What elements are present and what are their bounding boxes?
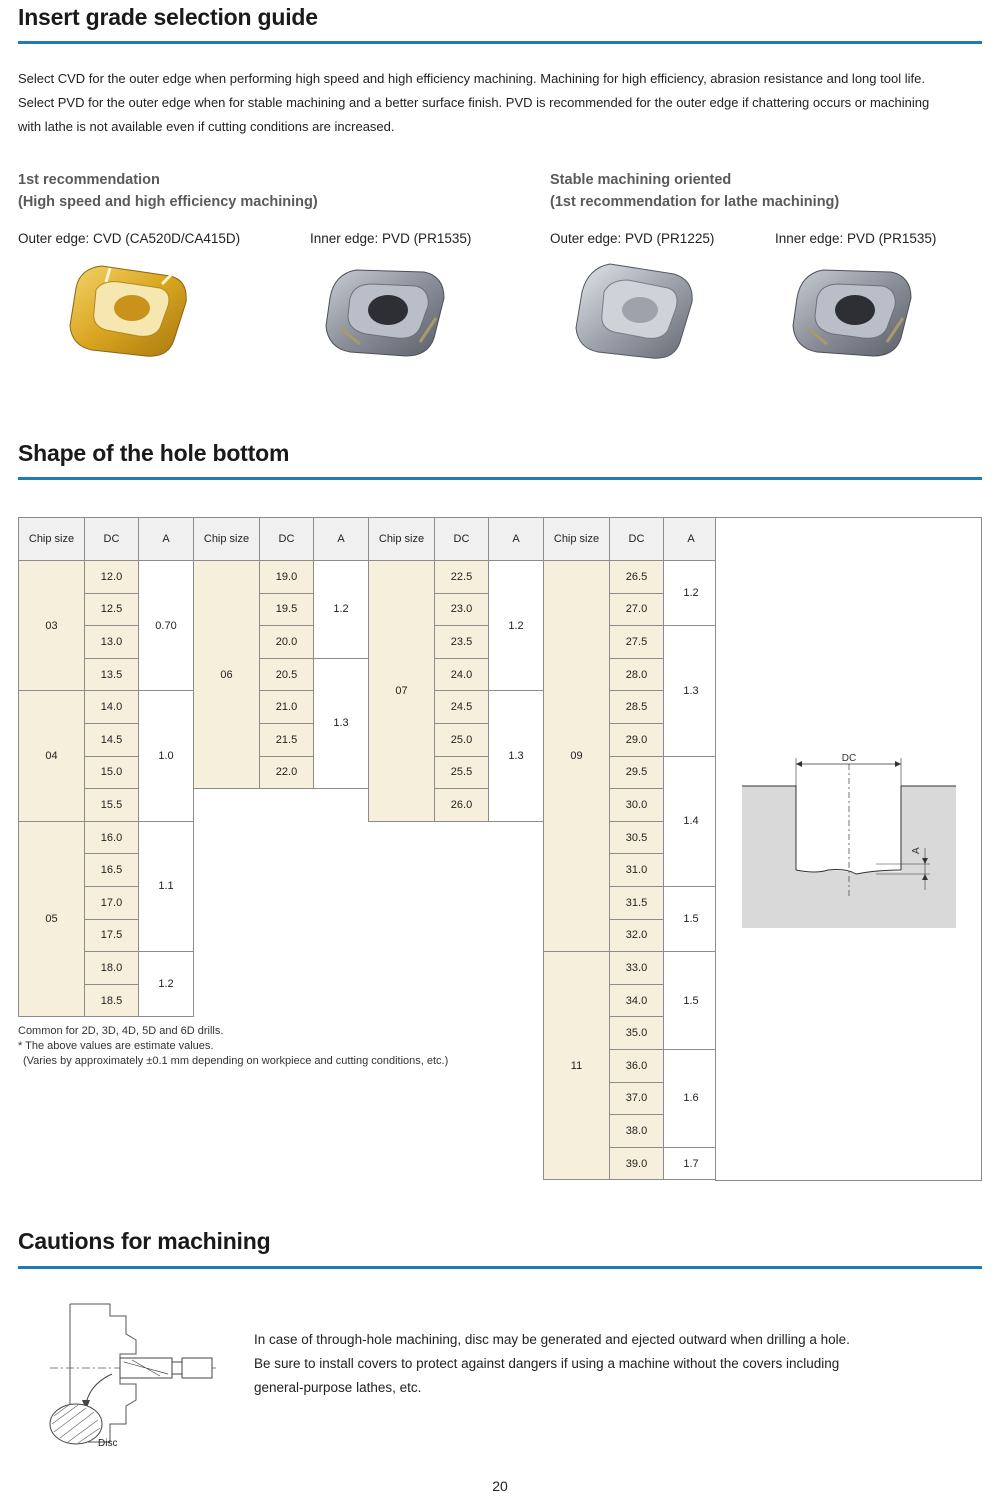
dc-cell: 13.0	[84, 625, 139, 659]
dc-cell: 12.5	[84, 593, 139, 627]
insert3-label: Outer edge: PVD (PR1225)	[550, 231, 715, 246]
dc-cell: 29.0	[609, 723, 664, 757]
caution-line-2: Be sure to install covers to protect against dangers if using a machine without the covers including	[254, 1356, 840, 1371]
pvd-inner-insert-image-2	[787, 258, 917, 362]
a-value-cell: 1.3	[663, 625, 719, 756]
dc-cell: 31.0	[609, 853, 664, 887]
dc-cell: 18.5	[84, 984, 139, 1018]
diagram-a-label: A	[911, 847, 922, 854]
dc-cell: 29.5	[609, 756, 664, 790]
intro-line-3: with lathe is not available even if cutting conditions are increased.	[18, 119, 395, 134]
a-value-cell: 1.5	[663, 886, 719, 952]
a-value-cell: 1.2	[138, 951, 194, 1017]
table-notes	[18, 1024, 448, 1069]
disc-ejection-diagram	[40, 1300, 230, 1452]
chip-size-cell: 07	[368, 560, 435, 822]
dc-cell: 21.5	[259, 723, 314, 757]
dc-cell: 35.0	[609, 1016, 664, 1050]
dc-cell: 14.0	[84, 690, 139, 724]
dc-cell: 28.5	[609, 690, 664, 724]
dc-cell: 24.0	[434, 658, 489, 692]
pvd-inner-insert-image	[320, 258, 450, 362]
insert4-label: Inner edge: PVD (PR1535)	[775, 231, 937, 246]
chip-size-cell: 09	[543, 560, 610, 952]
header-chip-size: Chip size	[18, 517, 85, 561]
a-value-cell: 1.3	[488, 690, 544, 821]
a-value-cell: 1.7	[663, 1147, 719, 1181]
dc-cell: 21.0	[259, 690, 314, 724]
pvd-outer-insert-image	[570, 258, 700, 366]
section-title-hole-bottom: Shape of the hole bottom	[18, 440, 290, 466]
dc-cell: 20.5	[259, 658, 314, 692]
group2-subheading: (1st recommendation for lathe machining)	[550, 194, 840, 210]
dc-cell: 25.0	[434, 723, 489, 757]
dc-cell: 27.5	[609, 625, 664, 659]
diagram-dc-label: DC	[841, 753, 857, 764]
section-rule	[18, 477, 982, 480]
group1-heading: 1st recommendation	[18, 172, 160, 188]
group1-subheading: (High speed and high efficiency machining)	[18, 194, 318, 210]
dc-cell: 30.5	[609, 821, 664, 855]
dc-cell: 30.0	[609, 788, 664, 822]
header-chip-size: Chip size	[193, 517, 260, 561]
dc-cell: 31.5	[609, 886, 664, 920]
intro-line-1: Select CVD for the outer edge when performing high speed and high efficiency machining. Machining for high efficiency, abrasion resistance and long tool life.	[18, 71, 925, 86]
header-dc: DC	[609, 517, 664, 561]
group2-heading: Stable machining oriented	[550, 172, 732, 188]
section-rule	[18, 41, 982, 44]
a-value-cell: 0.70	[138, 560, 194, 691]
disc-label: Disc	[98, 1438, 118, 1449]
a-value-cell: 1.6	[663, 1049, 719, 1148]
note-estimate-values: * The above values are estimate values.	[18, 1040, 214, 1052]
insert1-label: Outer edge: CVD (CA520D/CA415D)	[18, 231, 241, 246]
dc-cell: 19.0	[259, 560, 314, 594]
header-dc: DC	[434, 517, 489, 561]
dc-cell: 16.5	[84, 853, 139, 887]
dc-cell: 20.0	[259, 625, 314, 659]
note-common-drills: Common for 2D, 3D, 4D, 5D and 6D drills.	[18, 1025, 224, 1037]
dc-cell: 13.5	[84, 658, 139, 692]
chip-size-cell: 05	[18, 821, 85, 1018]
a-value-cell: 1.4	[663, 756, 719, 887]
dc-cell: 23.5	[434, 625, 489, 659]
a-value-cell: 1.0	[138, 690, 194, 821]
page-number: 20	[492, 1478, 508, 1494]
intro-paragraph	[18, 67, 978, 139]
dc-cell: 32.0	[609, 919, 664, 953]
dc-cell: 24.5	[434, 690, 489, 724]
dc-cell: 22.0	[259, 756, 314, 790]
dc-cell: 36.0	[609, 1049, 664, 1083]
a-value-cell: 1.3	[313, 658, 369, 789]
hole-bottom-diagram	[716, 518, 983, 1182]
dc-cell: 15.0	[84, 756, 139, 790]
a-value-cell: 1.2	[488, 560, 544, 691]
dc-cell: 26.0	[434, 788, 489, 822]
chip-size-cell: 04	[18, 690, 85, 821]
header-a: A	[663, 517, 719, 561]
recommendation-group-2	[550, 169, 839, 213]
dc-cell: 12.0	[84, 560, 139, 594]
dc-cell: 38.0	[609, 1114, 664, 1148]
note-variance: (Varies by approximately ±0.1 mm depending on workpiece and cutting conditions, etc.)	[23, 1055, 449, 1067]
recommendation-group-1	[18, 169, 318, 213]
a-value-cell: 1.1	[138, 821, 194, 952]
dc-cell: 23.0	[434, 593, 489, 627]
dc-cell: 34.0	[609, 984, 664, 1018]
section-title-cautions: Cautions for machining	[18, 1228, 271, 1254]
dc-cell: 16.0	[84, 821, 139, 855]
caution-line-1: In case of through-hole machining, disc may be generated and ejected outward when drilling a hole.	[254, 1332, 850, 1347]
header-dc: DC	[84, 517, 139, 561]
dc-cell: 15.5	[84, 788, 139, 822]
chip-size-cell: 11	[543, 951, 610, 1180]
header-chip-size: Chip size	[543, 517, 610, 561]
a-value-cell: 1.5	[663, 951, 719, 1050]
dc-cell: 17.5	[84, 919, 139, 953]
header-a: A	[488, 517, 544, 561]
chip-size-cell: 06	[193, 560, 260, 789]
caution-line-3: general-purpose lathes, etc.	[254, 1380, 422, 1395]
section-rule	[18, 1266, 982, 1269]
dc-cell: 19.5	[259, 593, 314, 627]
section-title-insert-grade: Insert grade selection guide	[18, 4, 318, 30]
dc-cell: 22.5	[434, 560, 489, 594]
dc-cell: 39.0	[609, 1147, 664, 1181]
dc-cell: 26.5	[609, 560, 664, 594]
intro-line-2: Select PVD for the outer edge when for stable machining and a better surface finish. PVD is recommended for the outer edge if chattering occurs or machining	[18, 95, 930, 110]
insert2-label: Inner edge: PVD (PR1535)	[310, 231, 472, 246]
dc-cell: 33.0	[609, 951, 664, 985]
dc-cell: 25.5	[434, 756, 489, 790]
dc-cell: 14.5	[84, 723, 139, 757]
hole-bottom-diagram-panel	[715, 517, 982, 1181]
header-dc: DC	[259, 517, 314, 561]
dc-cell: 27.0	[609, 593, 664, 627]
dc-cell: 28.0	[609, 658, 664, 692]
caution-paragraph	[254, 1328, 894, 1400]
dc-cell: 17.0	[84, 886, 139, 920]
cvd-insert-image	[62, 258, 192, 362]
a-value-cell: 1.2	[313, 560, 369, 659]
header-chip-size: Chip size	[368, 517, 435, 561]
header-a: A	[138, 517, 194, 561]
a-value-cell: 1.2	[663, 560, 719, 626]
header-a: A	[313, 517, 369, 561]
chip-size-cell: 03	[18, 560, 85, 691]
dc-cell: 18.0	[84, 951, 139, 985]
dc-cell: 37.0	[609, 1082, 664, 1116]
